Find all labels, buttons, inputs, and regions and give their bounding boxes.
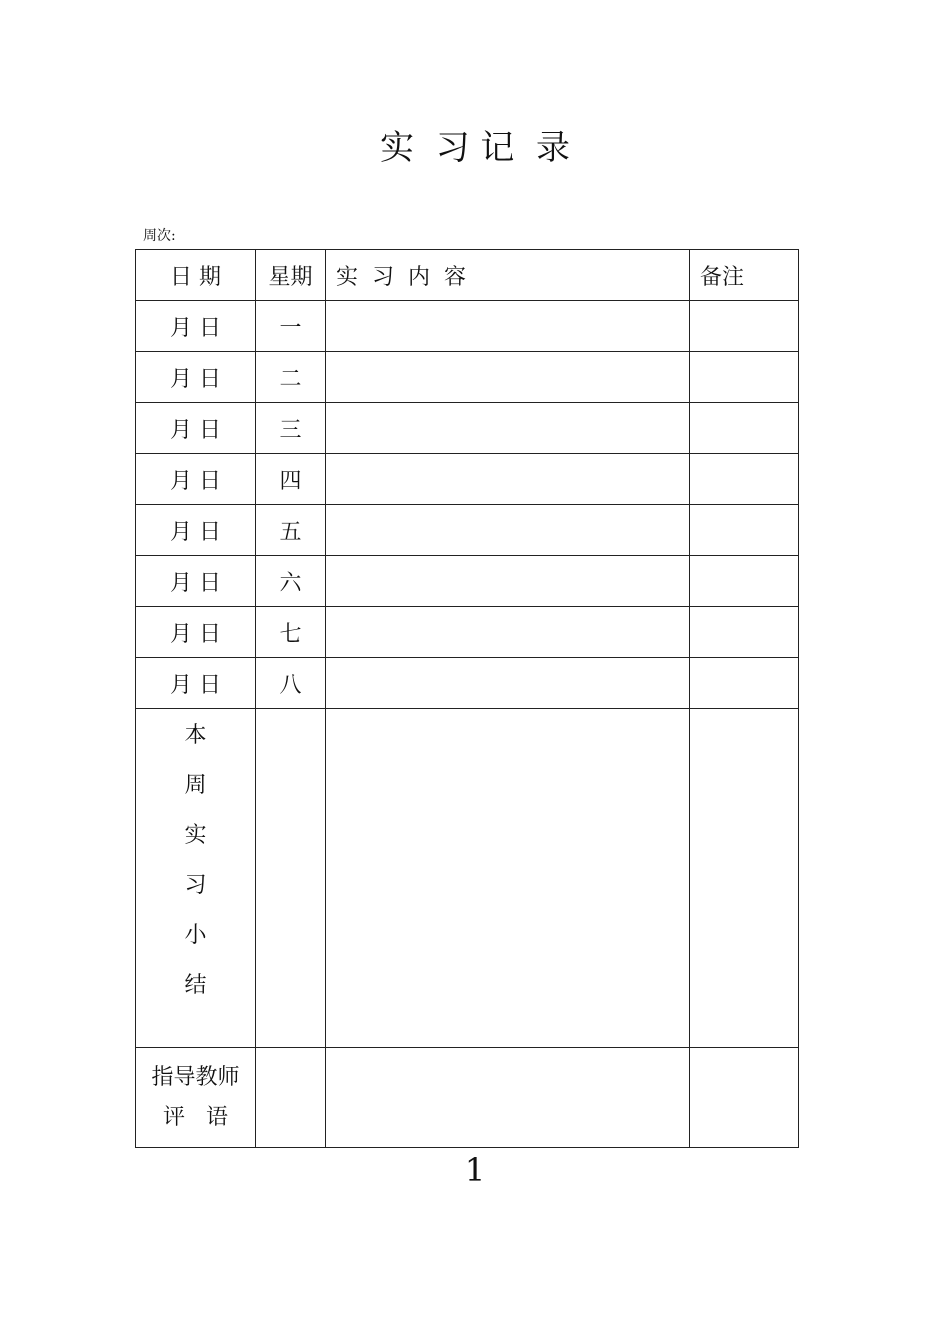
content-cell[interactable] — [326, 352, 690, 403]
date-cell: 月 日 — [136, 352, 256, 403]
content-cell[interactable] — [326, 505, 690, 556]
summary-char: 实 — [184, 823, 207, 848]
note-cell[interactable] — [690, 352, 799, 403]
summary-char: 结 — [184, 973, 207, 998]
weekday-cell: 六 — [256, 556, 326, 607]
weekday-cell: 五 — [256, 505, 326, 556]
summary-char: 周 — [184, 773, 207, 798]
table-row — [136, 403, 799, 454]
teacher-label-line1: 指导教师 — [151, 1064, 240, 1090]
date-cell: 月 日 — [136, 658, 256, 709]
summary-char: 小 — [184, 923, 207, 948]
date-cell: 月 日 — [136, 454, 256, 505]
content-cell[interactable] — [326, 403, 690, 454]
weekday-cell: 八 — [256, 658, 326, 709]
table-row — [136, 658, 799, 709]
weekday-cell: 一 — [256, 301, 326, 352]
table-row — [136, 352, 799, 403]
weekday-cell: 七 — [256, 607, 326, 658]
content-cell[interactable] — [326, 454, 690, 505]
table-row — [136, 505, 799, 556]
header-weekday: 星期 — [256, 250, 326, 301]
weekday-cell: 二 — [256, 352, 326, 403]
note-cell[interactable] — [690, 301, 799, 352]
header-row — [136, 250, 799, 301]
summary-char: 习 — [184, 873, 207, 898]
teacher-label-line2: 评 语 — [163, 1104, 228, 1130]
page-title: 实 习 记 录 — [379, 128, 571, 168]
teacher-comment-row — [136, 1048, 799, 1148]
page-number: 1 — [464, 1151, 486, 1189]
summary-weekday-cell[interactable] — [256, 709, 326, 1048]
weekday-cell: 三 — [256, 403, 326, 454]
teacher-comment-label — [136, 1048, 256, 1148]
note-cell[interactable] — [690, 556, 799, 607]
internship-record-table — [135, 249, 799, 1148]
note-cell[interactable] — [690, 505, 799, 556]
summary-char: 本 — [184, 723, 207, 748]
table-row — [136, 301, 799, 352]
weekly-summary-row — [136, 709, 799, 1048]
note-cell[interactable] — [690, 454, 799, 505]
summary-note-cell[interactable] — [690, 709, 799, 1048]
header-note: 备注 — [690, 250, 799, 301]
comment-weekday-cell[interactable] — [256, 1048, 326, 1148]
content-cell[interactable] — [326, 607, 690, 658]
header-content: 实 习 内 容 — [326, 250, 690, 301]
date-cell: 月 日 — [136, 505, 256, 556]
weekday-cell: 四 — [256, 454, 326, 505]
weekly-summary-label — [136, 709, 256, 1048]
table-row — [136, 556, 799, 607]
header-date: 日 期 — [136, 250, 256, 301]
comment-note-cell[interactable] — [690, 1048, 799, 1148]
date-cell: 月 日 — [136, 556, 256, 607]
note-cell[interactable] — [690, 607, 799, 658]
comment-content-cell[interactable] — [326, 1048, 690, 1148]
table-row — [136, 607, 799, 658]
table-row — [136, 454, 799, 505]
date-cell: 月 日 — [136, 301, 256, 352]
summary-content-cell[interactable] — [326, 709, 690, 1048]
week-number-label: 周次: — [143, 228, 176, 244]
note-cell[interactable] — [690, 403, 799, 454]
date-cell: 月 日 — [136, 607, 256, 658]
content-cell[interactable] — [326, 556, 690, 607]
content-cell[interactable] — [326, 301, 690, 352]
content-cell[interactable] — [326, 658, 690, 709]
date-cell: 月 日 — [136, 403, 256, 454]
note-cell[interactable] — [690, 658, 799, 709]
